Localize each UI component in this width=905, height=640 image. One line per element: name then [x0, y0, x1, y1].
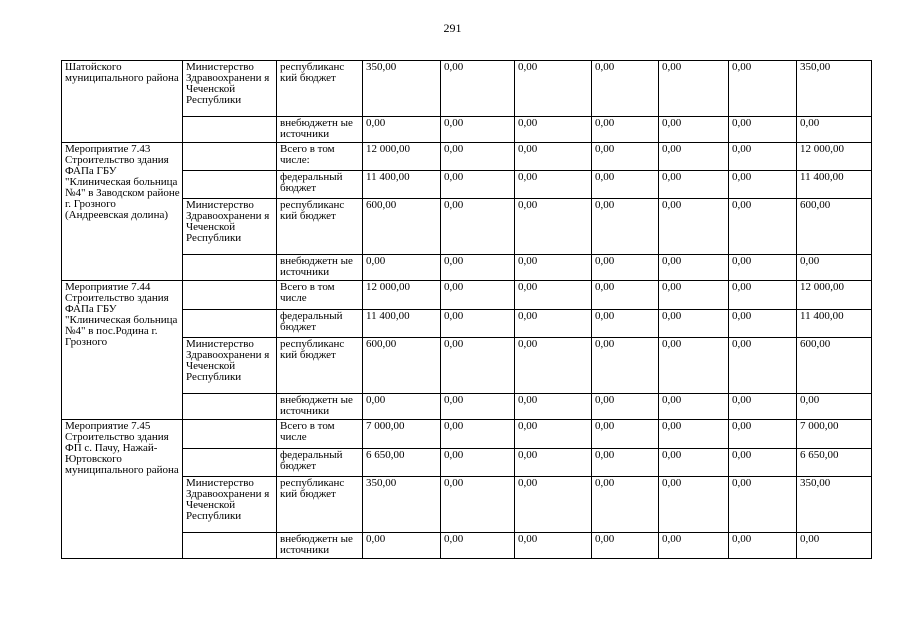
value-cell: 0,00 — [441, 394, 515, 420]
funding-source-cell: республиканс кий бюджет — [277, 199, 363, 255]
value-cell: 350,00 — [363, 61, 441, 117]
table-row — [62, 310, 872, 338]
value-cell: 0,00 — [441, 477, 515, 533]
value-cell: 0,00 — [659, 117, 729, 143]
activity-name-cell: Мероприятие 7.45 Строительство здания ФП с. Пачу, Нажай-Юртовского муниципального района — [62, 420, 183, 559]
value-cell: 0,00 — [515, 477, 592, 533]
budget-table — [61, 60, 872, 559]
value-cell: 0,00 — [729, 255, 797, 281]
total-value-cell: 6 650,00 — [797, 449, 872, 477]
funding-source-cell: внебюджетн ые источники — [277, 117, 363, 143]
value-cell: 0,00 — [729, 420, 797, 449]
value-cell: 0,00 — [729, 310, 797, 338]
value-cell: 0,00 — [729, 199, 797, 255]
value-cell: 0,00 — [441, 449, 515, 477]
table-row — [62, 338, 872, 394]
value-cell: 0,00 — [659, 477, 729, 533]
value-cell: 0,00 — [441, 338, 515, 394]
value-cell: 0,00 — [592, 171, 659, 199]
table-row — [62, 533, 872, 559]
funding-source-cell: республиканс кий бюджет — [277, 61, 363, 117]
value-cell: 0,00 — [515, 310, 592, 338]
budget-table-body — [62, 61, 872, 559]
total-value-cell: 11 400,00 — [797, 171, 872, 199]
value-cell: 0,00 — [729, 338, 797, 394]
total-value-cell: 0,00 — [797, 394, 872, 420]
funding-source-cell: федеральный бюджет — [277, 449, 363, 477]
value-cell: 0,00 — [441, 255, 515, 281]
value-cell: 350,00 — [363, 477, 441, 533]
value-cell: 0,00 — [515, 281, 592, 310]
value-cell: 0,00 — [729, 533, 797, 559]
table-row — [62, 255, 872, 281]
value-cell: 600,00 — [363, 338, 441, 394]
value-cell: 0,00 — [592, 338, 659, 394]
value-cell: 0,00 — [515, 199, 592, 255]
table-row — [62, 199, 872, 255]
value-cell: 0,00 — [363, 533, 441, 559]
funding-source-cell: федеральный бюджет — [277, 171, 363, 199]
value-cell: 0,00 — [441, 143, 515, 171]
value-cell: 0,00 — [515, 171, 592, 199]
value-cell: 0,00 — [592, 394, 659, 420]
value-cell: 0,00 — [592, 449, 659, 477]
value-cell: 0,00 — [441, 420, 515, 449]
value-cell: 0,00 — [441, 533, 515, 559]
value-cell: 0,00 — [592, 281, 659, 310]
value-cell: 0,00 — [363, 117, 441, 143]
value-cell: 0,00 — [515, 143, 592, 171]
value-cell: 0,00 — [363, 394, 441, 420]
table-row — [62, 449, 872, 477]
value-cell: 0,00 — [729, 143, 797, 171]
total-value-cell: 0,00 — [797, 533, 872, 559]
value-cell: 0,00 — [729, 281, 797, 310]
value-cell: 0,00 — [659, 61, 729, 117]
value-cell: 0,00 — [659, 171, 729, 199]
value-cell: 0,00 — [441, 310, 515, 338]
value-cell: 12 000,00 — [363, 143, 441, 171]
total-value-cell: 600,00 — [797, 338, 872, 394]
executor-cell — [183, 117, 277, 143]
funding-source-cell: Всего в том числе: — [277, 143, 363, 171]
executor-cell — [183, 310, 277, 338]
value-cell: 0,00 — [515, 449, 592, 477]
value-cell: 0,00 — [659, 143, 729, 171]
activity-name-cell: Мероприятие 7.44 Строительство здания ФАПа ГБУ "Клиническая больница №4" в пос.Родина г. Грозного — [62, 281, 183, 420]
executor-cell: Министерство Здравоохранени я Чеченской Республики — [183, 61, 277, 117]
value-cell: 0,00 — [592, 117, 659, 143]
table-row — [62, 117, 872, 143]
total-value-cell: 350,00 — [797, 61, 872, 117]
value-cell: 0,00 — [592, 533, 659, 559]
activity-name-cell: Шатойского муниципального района — [62, 61, 183, 143]
value-cell: 0,00 — [441, 171, 515, 199]
value-cell: 0,00 — [441, 117, 515, 143]
executor-cell — [183, 449, 277, 477]
value-cell: 0,00 — [592, 61, 659, 117]
executor-cell — [183, 171, 277, 199]
executor-cell — [183, 143, 277, 171]
activity-name-cell: Мероприятие 7.43 Строительство здания ФАПа ГБУ "Клиническая больница №4" в Заводском районе г. Грозного (Андреевская долина) — [62, 143, 183, 281]
executor-cell — [183, 281, 277, 310]
value-cell: 0,00 — [441, 61, 515, 117]
value-cell: 0,00 — [363, 255, 441, 281]
value-cell: 0,00 — [515, 255, 592, 281]
value-cell: 0,00 — [659, 533, 729, 559]
total-value-cell: 11 400,00 — [797, 310, 872, 338]
funding-source-cell: Всего в том числе — [277, 281, 363, 310]
executor-cell — [183, 255, 277, 281]
value-cell: 11 400,00 — [363, 310, 441, 338]
table-row — [62, 420, 872, 449]
value-cell: 0,00 — [515, 117, 592, 143]
total-value-cell: 0,00 — [797, 255, 872, 281]
value-cell: 0,00 — [659, 310, 729, 338]
funding-source-cell: внебюджетн ые источники — [277, 533, 363, 559]
value-cell: 0,00 — [441, 199, 515, 255]
value-cell: 0,00 — [659, 199, 729, 255]
value-cell: 0,00 — [592, 420, 659, 449]
value-cell: 0,00 — [729, 117, 797, 143]
funding-source-cell: республиканс кий бюджет — [277, 477, 363, 533]
table-row — [62, 61, 872, 117]
value-cell: 0,00 — [729, 171, 797, 199]
value-cell: 0,00 — [515, 394, 592, 420]
value-cell: 12 000,00 — [363, 281, 441, 310]
value-cell: 0,00 — [729, 394, 797, 420]
value-cell: 0,00 — [729, 61, 797, 117]
value-cell: 0,00 — [659, 420, 729, 449]
value-cell: 0,00 — [659, 338, 729, 394]
funding-source-cell: Всего в том числе — [277, 420, 363, 449]
value-cell: 6 650,00 — [363, 449, 441, 477]
executor-cell — [183, 533, 277, 559]
value-cell: 0,00 — [441, 281, 515, 310]
value-cell: 0,00 — [515, 533, 592, 559]
value-cell: 0,00 — [592, 143, 659, 171]
total-value-cell: 600,00 — [797, 199, 872, 255]
value-cell: 7 000,00 — [363, 420, 441, 449]
executor-cell — [183, 420, 277, 449]
value-cell: 0,00 — [729, 477, 797, 533]
value-cell: 0,00 — [659, 394, 729, 420]
total-value-cell: 12 000,00 — [797, 143, 872, 171]
table-row — [62, 281, 872, 310]
value-cell: 0,00 — [659, 255, 729, 281]
funding-source-cell: внебюджетн ые источники — [277, 255, 363, 281]
value-cell: 0,00 — [592, 477, 659, 533]
value-cell: 0,00 — [515, 61, 592, 117]
value-cell: 0,00 — [592, 310, 659, 338]
value-cell: 0,00 — [515, 338, 592, 394]
value-cell: 0,00 — [659, 281, 729, 310]
executor-cell: Министерство Здравоохранени я Чеченской Республики — [183, 199, 277, 255]
executor-cell: Министерство Здравоохранени я Чеченской Республики — [183, 338, 277, 394]
executor-cell — [183, 394, 277, 420]
funding-source-cell: республиканс кий бюджет — [277, 338, 363, 394]
value-cell: 600,00 — [363, 199, 441, 255]
table-row — [62, 143, 872, 171]
value-cell: 0,00 — [729, 449, 797, 477]
executor-cell: Министерство Здравоохранени я Чеченской Республики — [183, 477, 277, 533]
funding-source-cell: федеральный бюджет — [277, 310, 363, 338]
table-row — [62, 171, 872, 199]
total-value-cell: 0,00 — [797, 117, 872, 143]
funding-source-cell: внебюджетн ые источники — [277, 394, 363, 420]
value-cell: 0,00 — [592, 199, 659, 255]
table-row — [62, 394, 872, 420]
value-cell: 11 400,00 — [363, 171, 441, 199]
table-row — [62, 477, 872, 533]
total-value-cell: 350,00 — [797, 477, 872, 533]
page-number: 291 — [443, 21, 462, 35]
value-cell: 0,00 — [515, 420, 592, 449]
value-cell: 0,00 — [659, 449, 729, 477]
value-cell: 0,00 — [592, 255, 659, 281]
total-value-cell: 7 000,00 — [797, 420, 872, 449]
total-value-cell: 12 000,00 — [797, 281, 872, 310]
